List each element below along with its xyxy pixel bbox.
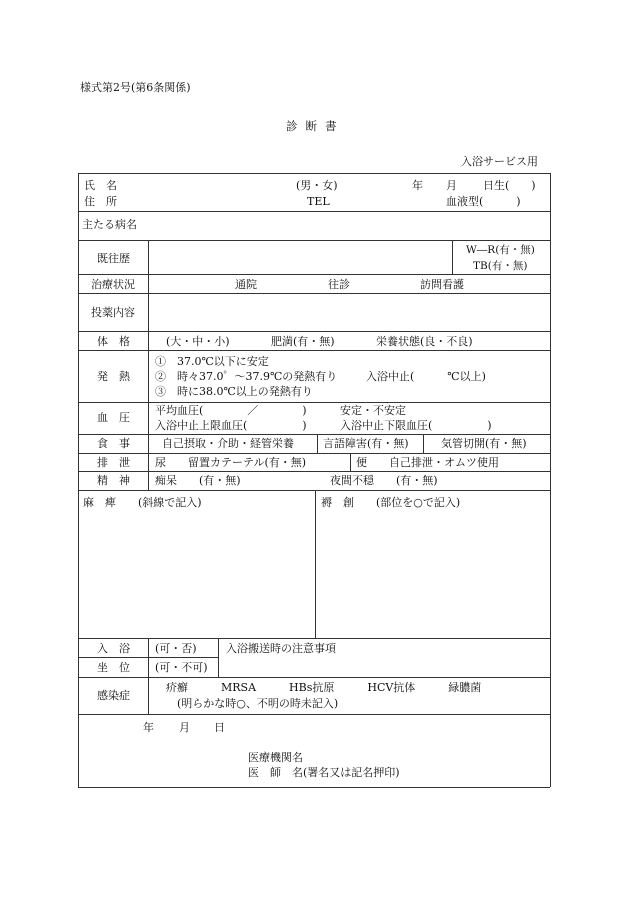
- usage-label: 入浴サービス用: [461, 155, 538, 168]
- bp-lower-limit: 入浴中止下限血圧( ): [340, 419, 492, 432]
- mental-night-restless: 夜間不穏 (有・無): [330, 474, 438, 487]
- meal-options: 自己摂取・介助・経管栄養: [162, 437, 294, 450]
- bp-stability: 安定・不安定: [340, 404, 406, 417]
- blood-type-label: 血液型( ): [446, 195, 521, 208]
- paralysis-label: 麻 痺 (斜線で記入): [83, 496, 202, 509]
- excretion-stool: 便 自己排泄・オムツ使用: [356, 456, 499, 469]
- physique-obesity: 肥満(有・無): [271, 335, 335, 348]
- footer-month-label: 月: [179, 721, 190, 734]
- tel-label: TEL: [307, 195, 330, 208]
- main-disease-label: 主たる病名: [82, 218, 137, 231]
- treatment-label: 治療状況: [91, 278, 135, 291]
- history-label: 既往歴: [97, 252, 130, 265]
- excretion-label: 排 泄: [97, 456, 130, 469]
- bath-value: (可・否): [155, 642, 197, 655]
- fever-label: 発 熱: [97, 370, 130, 383]
- infection-label: 感染症: [97, 689, 130, 702]
- infection-note: (明らかな時○、不明の時未記入): [177, 697, 339, 710]
- bath-transport-note: 入浴搬送時の注意事項: [226, 642, 336, 655]
- form-number: 様式第2号(第6条関係): [80, 81, 191, 94]
- treatment-nursing: 訪問看護: [420, 278, 464, 291]
- mental-label: 精 神: [97, 474, 130, 487]
- tracheotomy: 気管切開(有・無): [441, 437, 527, 450]
- fever-bath-stop: 入浴中止( ℃以上): [366, 370, 486, 383]
- sex-options: (男・女): [296, 179, 338, 192]
- sitting-value: (可・不可): [155, 661, 208, 674]
- institution-name-label: 医療機関名: [248, 751, 303, 764]
- fever-option-3: ③ 時に38.0℃以上の発熱有り: [155, 385, 313, 398]
- medication-label: 投薬内容: [91, 306, 135, 319]
- physique-size: (大・中・小): [166, 335, 230, 348]
- sitting-label: 坐 位: [97, 661, 130, 674]
- doctor-name-label: 医 師 名(署名又は記名押印): [248, 766, 400, 779]
- treatment-home-visit: 往診: [328, 278, 350, 291]
- address-label: 住 所: [84, 195, 117, 208]
- physique-nutrition: 栄養状態(良・不良): [376, 335, 473, 348]
- page-title: 診断書: [286, 119, 345, 133]
- tb-test: TB(有・無): [473, 260, 528, 272]
- bp-mean: 平均血圧( ／ ): [155, 404, 307, 417]
- birth-day-label: 日生( ): [483, 179, 536, 192]
- excretion-urine: 尿 留置カテーテル(有・無): [155, 456, 307, 469]
- name-label: 氏 名: [84, 179, 117, 192]
- speech-disorder: 言語障害(有・無): [323, 437, 409, 450]
- bedsore-label: 褥 創 (部位を○で記入): [321, 496, 461, 509]
- treatment-outpatient: 通院: [235, 278, 257, 291]
- fever-option-2: ② 時々37.0゜～37.9℃の発熱有り: [155, 370, 338, 383]
- infection-items: 疥癬 MRSA HBs抗原 HCV抗体 緑膿菌: [166, 681, 482, 694]
- fever-option-1: ① 37.0℃以下に安定: [155, 355, 269, 368]
- physique-label: 体 格: [97, 335, 130, 348]
- footer-year-label: 年: [143, 721, 154, 734]
- bath-label: 入 浴: [97, 642, 130, 655]
- wr-test: W―R(有・無): [466, 244, 535, 256]
- birth-month-label: 月: [446, 179, 457, 192]
- bp-upper-limit: 入浴中止上限血圧( ): [155, 419, 307, 432]
- meal-label: 食 事: [97, 437, 130, 450]
- footer-day-label: 日: [214, 721, 225, 734]
- bp-label: 血 圧: [97, 411, 130, 424]
- birth-year-label: 年: [412, 179, 423, 192]
- mental-dementia: 痴呆 (有・無): [155, 474, 241, 487]
